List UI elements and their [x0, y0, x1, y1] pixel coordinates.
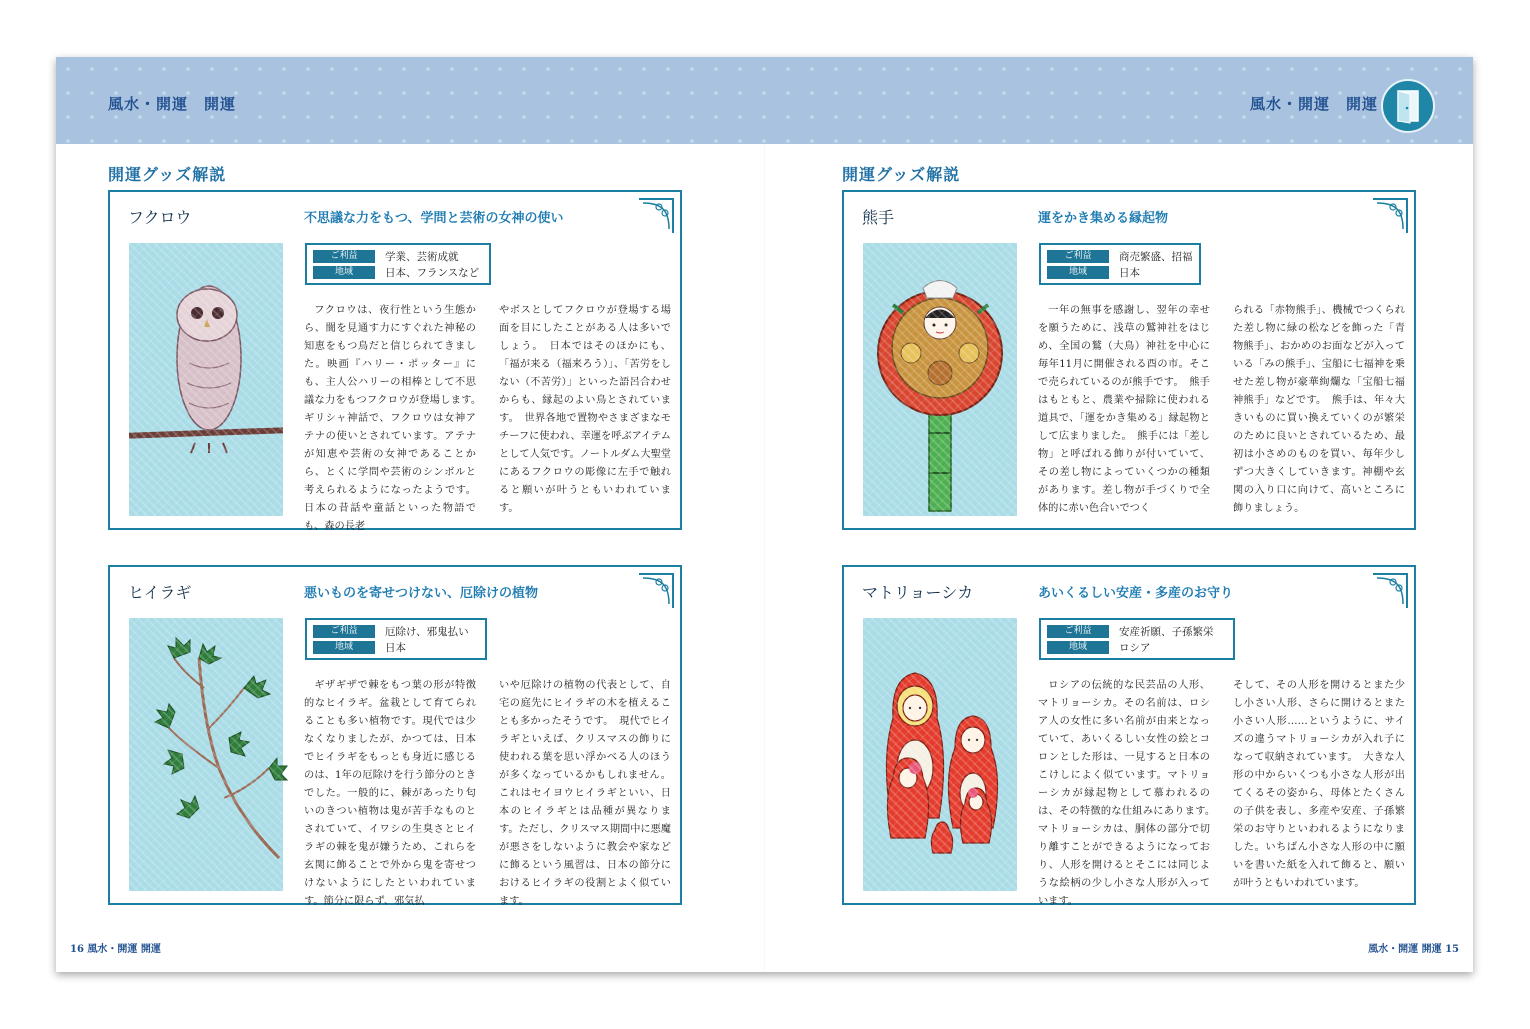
info-box: [1039, 618, 1235, 660]
card-title: 熊手: [862, 208, 895, 227]
header-banner: [56, 57, 1473, 144]
body-text-col1: フクロウは、夜行性という生態から、闇を見通す力にすぐれた神秘の知恵をもつ鳥だと信じられてきました。映画『ハリー・ポッター』にも、主人公ハリーの相棒として不思議な力をもつフクロウが登場します。 ギリシャ神話で、フクロウは女神アテナの使いとされています。アテナが知恵や芸術の女神であることから、とくに学問や芸術のシンボルと考えられるようになったようです。日本の昔話や童話といった物語でも、森の長老: [304, 305, 487, 532]
region-label: 地域: [1047, 266, 1109, 279]
page-gutter: [764, 144, 765, 972]
body-text-col1: 一年の無事を感謝し、翌年の幸せを願うために、浅草の鷲神社をはじめ、全国の鷲（大鳥）神社を中心に毎年11月に開催される酉の市。そこで売られているのが熊手です。 熊手はもともと、農業や掃除に使われる道具で、「運をかき集める」縁起物として広まりました。 熊手には「差し物」と呼ばれる飾りが付いていて、その差し物によっていくつかの種類があります。差し物が手づくりで全体的に赤い色合いでつく: [1038, 305, 1210, 514]
region-value: 日本: [1119, 266, 1140, 279]
body-text-col2: いや厄除けの植物の代表として、自宅の庭先にヒイラギの木を植えることも多かったそうです。 現代でヒイラギといえば、クリスマスの飾りに使われる葉を思い浮かべる人のほうが多くなっているかもしれません。これはセイヨウヒイラギといい、日本のヒイラギとは品種が異なります。ただし、クリスマス期間中に悪魔が悪さをしないように教会や家などに飾るという風習は、日本の節分におけるヒイラギの役割とよく似ています。: [499, 680, 671, 907]
card-tagline: 運をかき集める縁起物: [1038, 211, 1169, 226]
body-text-col2: やボスとしてフクロウが登場する場面を目にしたことがある人は多いでしょう。 日本ではそのほかにも、「福が来る（福来ろう）」、「苦労をしない（不苦労）」といった語呂合わせからも、縁起のよい鳥とされています。 世界各地で置物やさまざまなモチーフに使われ、幸運を呼ぶアイテムとして人気です。ノートルダム大聖堂にあるフクロウの彫像に左手で触れると願いが叶うともいわれています。: [499, 305, 671, 514]
corner-ornament-icon: [1371, 195, 1411, 235]
card-kumade: [842, 190, 1416, 530]
card-owl: [108, 190, 682, 530]
right-section-title: 開運グッズ解説: [842, 165, 961, 184]
right-header-title: 風水・開運 開運: [1249, 95, 1378, 113]
benefit-label: ご利益: [313, 250, 375, 263]
holly-illustration: [129, 618, 283, 891]
body-text-col2: られる「赤物熊手」、機械でつくられた差し物に緑の松などを飾った「青物熊手」、おかめのお面などが入っている「みの熊手」、宝船に七福神を乗せた差し物が豪華絢爛な「宝船七福神熊手」などです。 熊手は、年々大きいものに買い換えていくのが繁栄のために良いとされているため、最初は小さめのものを買い、毎年少しずつ大きくしていきます。神棚や玄関の入り口に向けて、高いところに飾りましょう。: [1233, 305, 1405, 514]
card-tagline: 悪いものを寄せつけない、厄除けの植物: [304, 586, 539, 601]
corner-ornament-icon: [637, 195, 677, 235]
benefit-label: ご利益: [1047, 250, 1109, 263]
region-label: 地域: [1047, 641, 1109, 654]
card-title: ヒイラギ: [128, 583, 192, 602]
magazine-spread: [56, 57, 1473, 972]
body-text-col1: ギザギザで棘をもつ葉の形が特徴的なヒイラギ。盆栽として育てられることも多い植物です。現代では少なくなりましたが、かつては、日本でヒイラギをもっとも身近に感じるのは、1年の厄除けを行う節分のときでした。一般的に、棘があったり匂いのきつい植物は鬼が苦手なものとされていて、イワシの生臭さとヒイラギの棘を鬼が嫌うため、これらを玄関に飾ることで外から鬼を寄せつけないようにしたといわれています。節分に限らず、邪気払: [304, 680, 476, 907]
card-tagline: あいくるしい安産・多産のお守り: [1038, 586, 1234, 601]
region-value: ロシア: [1119, 641, 1151, 654]
body-text-col2: そして、その人形を開けるとまた少し小さい人形、さらに開けるとまた小さい人形……というように、サイズの違うマトリョーシカが入れ子になって収納されています。 大きな人形の中からいくつも小さな人形が出てくるその姿から、母体とたくさんの子供を表し、多産や安産、子孫繁栄のお守りといわれるようになりました。いちばん小さな人形の中に願いを書いた紙を入れて飾ると、願いが叶うともいわれています。: [1233, 680, 1405, 889]
benefit-value: 厄除け、邪鬼払い: [385, 625, 469, 638]
card-tagline: 不思議な力をもつ、学問と芸術の女神の使い: [304, 211, 564, 226]
card-holly: [108, 565, 682, 905]
card-title: マトリョーシカ: [862, 583, 974, 602]
info-box: [305, 243, 491, 285]
region-value: 日本: [385, 641, 406, 654]
left-section-title: 開運グッズ解説: [108, 165, 227, 184]
benefit-value: 商売繁盛、招福: [1119, 250, 1193, 263]
kumade-illustration: [863, 243, 1017, 516]
door-icon: [1381, 79, 1435, 133]
card-title: フクロウ: [128, 208, 192, 227]
benefit-value: 安産祈願、子孫繁栄: [1119, 625, 1214, 638]
matryoshka-illustration: [863, 618, 1017, 891]
info-box: [1039, 243, 1201, 285]
region-label: 地域: [313, 641, 375, 654]
region-value: 日本、フランスなど: [385, 266, 480, 279]
right-page-folio: 風水・開運 開運 15: [1368, 944, 1459, 955]
owl-illustration: [129, 243, 283, 516]
left-header-title: 風水・開運 開運: [108, 95, 237, 113]
corner-ornament-icon: [637, 570, 677, 610]
region-label: 地域: [313, 266, 375, 279]
benefit-value: 学業、芸術成就: [385, 250, 459, 263]
benefit-label: ご利益: [1047, 625, 1109, 638]
body-text-col1: ロシアの伝統的な民芸品の人形、マトリョーシカ。その名前は、ロシア人の女性に多い名前が由来となっていて、あいくるしい女性の絵とコロンとした形は、一見すると日本のこけしによく似ています。マトリョーシカが縁起物として慕われるのは、その特徴的な仕組みにあります。 マトリョーシカは、胴体の部分で切り離すことができるようになっており、人形を開けるとそこには同じような絵柄の少し小さな人形が入っています。: [1038, 680, 1221, 907]
info-box: [305, 618, 487, 660]
corner-ornament-icon: [1371, 570, 1411, 610]
left-page-folio: 16 風水・開運 開運: [70, 944, 161, 955]
card-matryoshka: [842, 565, 1416, 905]
benefit-label: ご利益: [313, 625, 375, 638]
